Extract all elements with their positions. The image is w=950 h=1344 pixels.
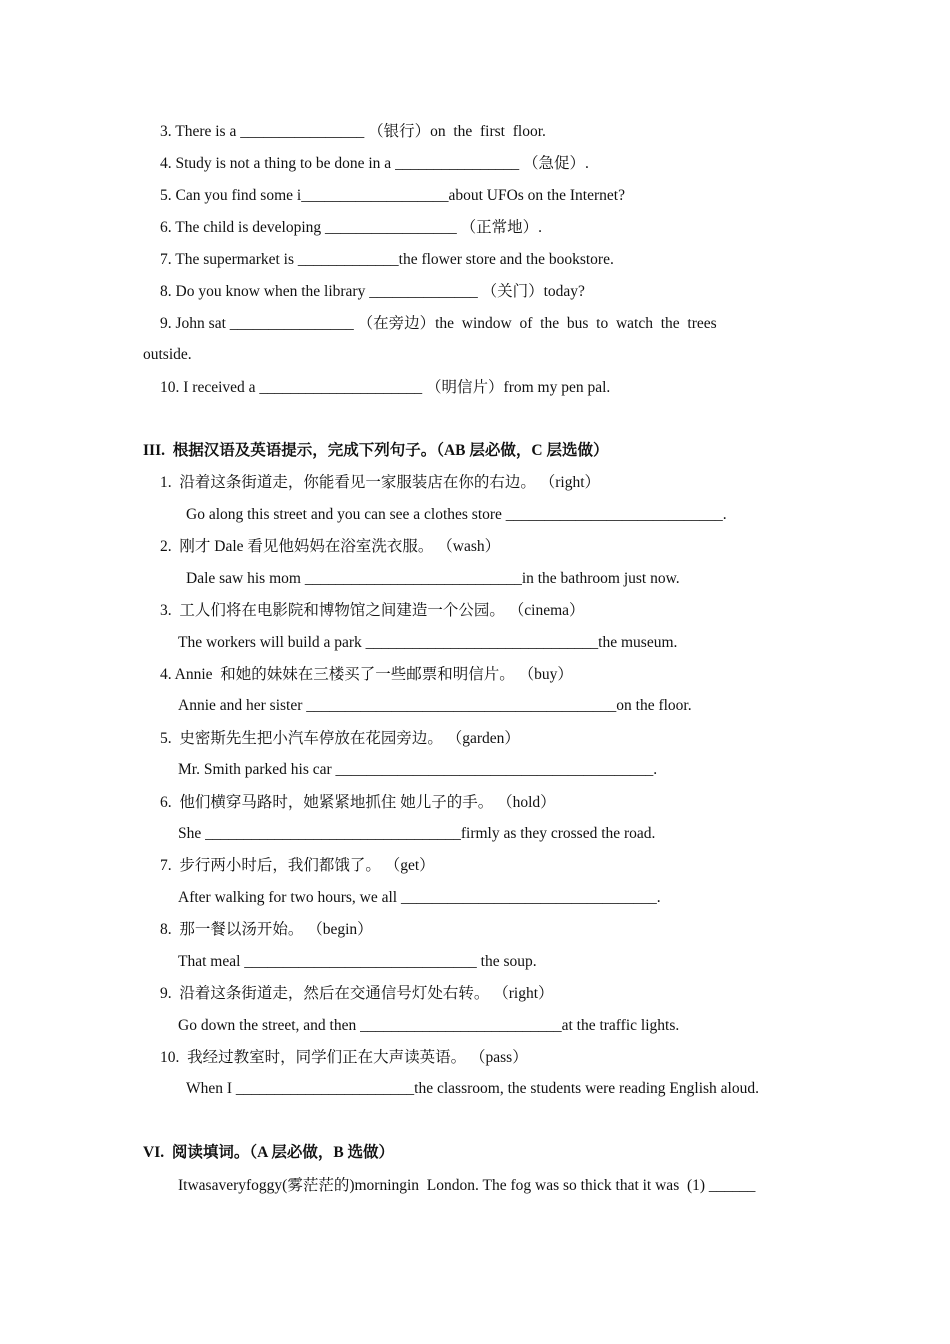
translation-item-2-prompt: 2. 刚才 Dale 看见他妈妈在浴室洗衣服。 （wash） xyxy=(160,538,501,555)
translation-item-1-answer: Go along this street and you can see a clothes store ____________________________. xyxy=(186,506,727,523)
fill-blank-item-7: 7. The supermarket is _____________the flower store and the bookstore. xyxy=(160,251,614,268)
fill-blank-item-6: 6. The child is developing _________________ （正常地）. xyxy=(160,219,543,236)
translation-item-1-prompt: 1. 沿着这条街道走，你能看见一家服装店在你的右边。 （right） xyxy=(160,474,601,491)
translation-item-6-prompt: 6. 他们横穿马路时，她紧紧地抓住 她儿子的手。 （hold） xyxy=(160,794,556,811)
translation-item-5-answer: Mr. Smith parked his car _________________________________________. xyxy=(178,761,658,778)
reading-passage-first-line: Itwasaveryfoggy(雾茫茫的)morningin London. The fog was so thick that it was (1) ______ xyxy=(178,1177,756,1194)
translation-item-4-answer: Annie and her sister ________________________________________on the floor. xyxy=(178,697,692,714)
fill-blank-item-8: 8. Do you know when the library ______________ （关门）today? xyxy=(160,283,585,300)
fill-blank-item-5: 5. Can you find some i___________________about UFOs on the Internet? xyxy=(160,187,625,204)
translation-item-2-answer: Dale saw his mom ____________________________in the bathroom just now. xyxy=(186,570,680,587)
fill-blank-item-9: 9. John sat ________________ （在旁边）the window of the bus to watch the trees xyxy=(160,315,717,332)
translation-item-3-prompt: 3. 工人们将在电影院和博物馆之间建造一个公园。 （cinema） xyxy=(160,602,585,619)
translation-item-10-answer: When I _______________________the classroom, the students were reading English aloud. xyxy=(186,1080,759,1097)
translation-item-6-answer: She _________________________________firmly as they crossed the road. xyxy=(178,825,656,842)
fill-blank-item-9-continued: outside. xyxy=(143,346,192,363)
section-3-heading: III. 根据汉语及英语提示，完成下列句子。（AB 层必做，C 层选做） xyxy=(143,442,609,459)
translation-item-10-prompt: 10. 我经过教室时，同学们正在大声读英语。 （pass） xyxy=(160,1049,528,1066)
translation-item-8-answer: That meal ______________________________ the soup. xyxy=(178,953,537,970)
fill-blank-item-4: 4. Study is not a thing to be done in a ________________ （急促）. xyxy=(160,155,589,172)
translation-item-4-prompt: 4. Annie 和她的妹妹在三楼买了一些邮票和明信片。 （buy） xyxy=(160,666,573,683)
translation-item-7-prompt: 7. 步行两小时后，我们都饿了。 （get） xyxy=(160,857,435,874)
fill-blank-item-10: 10. I received a _____________________ （明信片）from my pen pal. xyxy=(160,379,611,396)
translation-item-8-prompt: 8. 那一餐以汤开始。 （begin） xyxy=(160,921,373,938)
translation-item-9-prompt: 9. 沿着这条街道走，然后在交通信号灯处右转。 （right） xyxy=(160,985,554,1002)
fill-blank-item-3: 3. There is a ________________ （银行）on the first floor. xyxy=(160,123,546,140)
translation-item-5-prompt: 5. 史密斯先生把小汽车停放在花园旁边。 （garden） xyxy=(160,730,520,747)
translation-item-3-answer: The workers will build a park ______________________________the museum. xyxy=(178,634,678,651)
section-6-heading: VI. 阅读填词。（A 层必做，B 选做） xyxy=(143,1144,395,1161)
translation-item-7-answer: After walking for two hours, we all _________________________________. xyxy=(178,889,661,906)
translation-item-9-answer: Go down the street, and then __________________________at the traffic lights. xyxy=(178,1017,680,1034)
